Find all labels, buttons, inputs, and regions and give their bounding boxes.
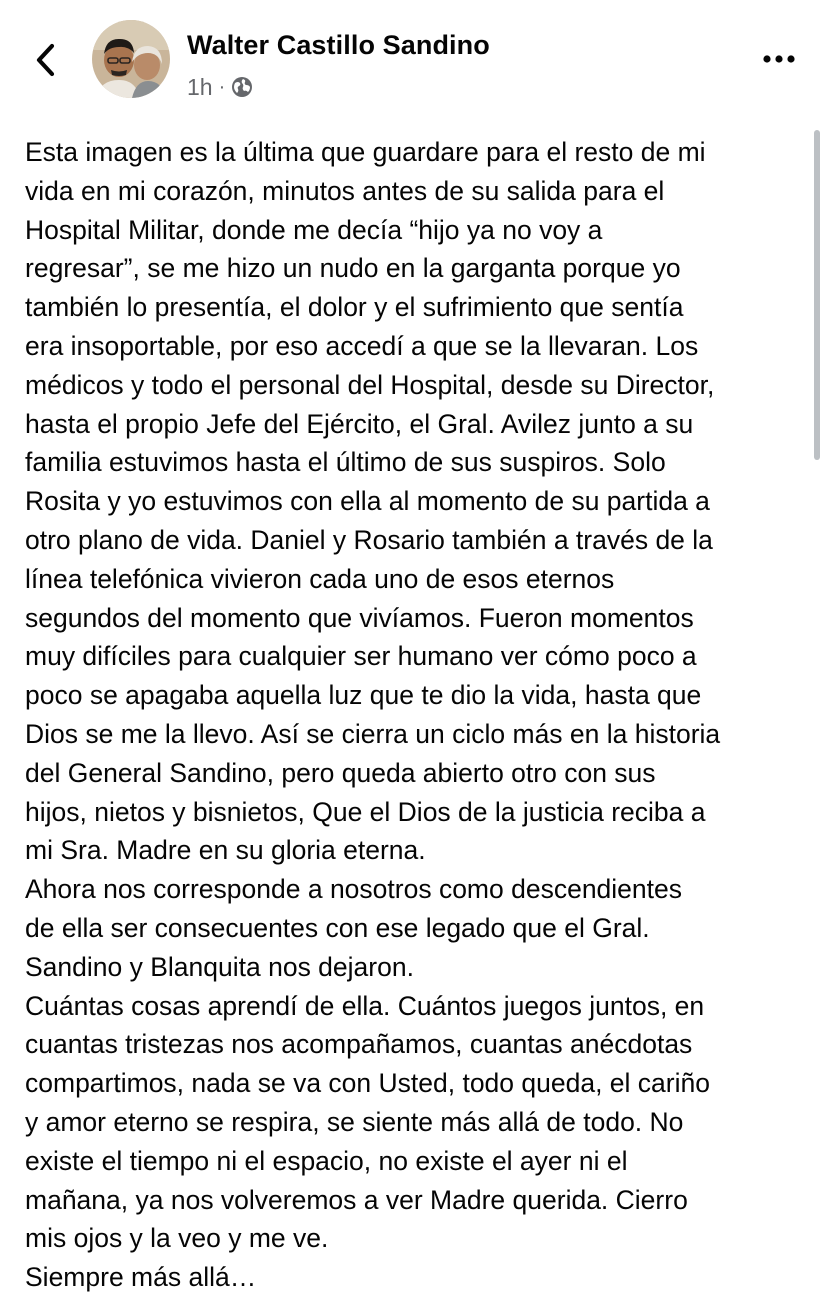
post-text-line: línea telefónica vivieron cada uno de esos eternos <box>25 563 615 594</box>
avatar[interactable] <box>92 20 170 98</box>
post-timestamp[interactable]: 1h <box>187 73 213 100</box>
post-text-line: Siempre más allá… <box>25 1262 257 1293</box>
post-text <box>25 133 820 1297</box>
post-text-line: vida en mi corazón, minutos antes de su salida para el <box>25 175 665 206</box>
post-text-line: Ahora nos corresponde a nosotros como descendientes <box>25 874 683 905</box>
post-meta <box>187 72 253 102</box>
post-text-line: era insoportable, por eso accedí a que se la llevaran. Los <box>25 330 699 361</box>
post-text-line: muy difíciles para cualquier ser humano ver cómo poco a <box>25 641 697 672</box>
post-header <box>0 0 825 120</box>
author-name[interactable]: Walter Castillo Sandino <box>187 30 490 60</box>
post-text-line: de ella ser consecuentes con ese legado que el Gral. <box>25 912 650 943</box>
scrollbar[interactable] <box>814 130 820 460</box>
post-text-line: segundos del momento que vivíamos. Fueron momentos <box>25 602 694 633</box>
post-text-line: existe el tiempo ni el espacio, no existe el ayer ni el <box>25 1145 628 1176</box>
post-text-line: también lo presentía, el dolor y el sufrimiento que sentía <box>25 292 684 323</box>
post-text-line: mañana, ya nos volveremos a ver Madre querida. Cierro <box>25 1184 688 1215</box>
post-text-line: médicos y todo el personal del Hospital, desde su Director, <box>25 369 715 400</box>
post-text-line: Sandino y Blanquita nos dejaron. <box>25 951 414 982</box>
post-text-line: Cuántas cosas aprendí de ella. Cuántos juegos juntos, en <box>25 990 705 1021</box>
post-text-line: otro plano de vida. Daniel y Rosario también a través de la <box>25 524 713 555</box>
more-options-button[interactable] <box>756 44 802 74</box>
post-text-line: Dios se me la llevo. Así se cierra un ciclo más en la historia <box>25 718 721 749</box>
post-text-line: cuantas tristezas nos acompañamos, cuantas anécdotas <box>25 1029 693 1060</box>
post-text-line: hasta el propio Jefe del Ejército, el Gral. Avilez junto a su <box>25 408 694 439</box>
back-button[interactable] <box>28 38 64 82</box>
globe-icon[interactable] <box>231 76 253 98</box>
post-text-line: Rosita y yo estuvimos con ella al momento de su partida a <box>25 486 710 517</box>
post-text-line: Hospital Militar, donde me decía “hijo ya no voy a <box>25 214 603 245</box>
chevron-left-icon <box>35 43 57 77</box>
post-text-line: regresar”, se me hizo un nudo en la garganta porque yo <box>25 253 681 284</box>
more-horizontal-icon <box>762 54 796 64</box>
post-text-line: y amor eterno se respira, se siente más allá de todo. No <box>25 1106 684 1137</box>
post-text-line: compartimos, nada se va con Usted, todo queda, el cariño <box>25 1068 710 1099</box>
post-text-line: mi Sra. Madre en su gloria eterna. <box>25 835 426 866</box>
post-text-line: Esta imagen es la última que guardare para el resto de mi <box>25 137 706 167</box>
post-text-line: hijos, nietos y bisnietos, Que el Dios de la justicia reciba a <box>25 796 706 827</box>
post-text-line: mis ojos y la veo y me ve. <box>25 1223 329 1254</box>
post-text-line: del General Sandino, pero queda abierto otro con sus <box>25 757 656 788</box>
avatar-photo <box>92 20 170 98</box>
post-text-line: familia estuvimos hasta el último de sus suspiros. Solo <box>25 447 666 478</box>
post-text-line: poco se apagaba aquella luz que te dio la vida, hasta que <box>25 680 702 711</box>
meta-separator: · <box>218 75 226 98</box>
